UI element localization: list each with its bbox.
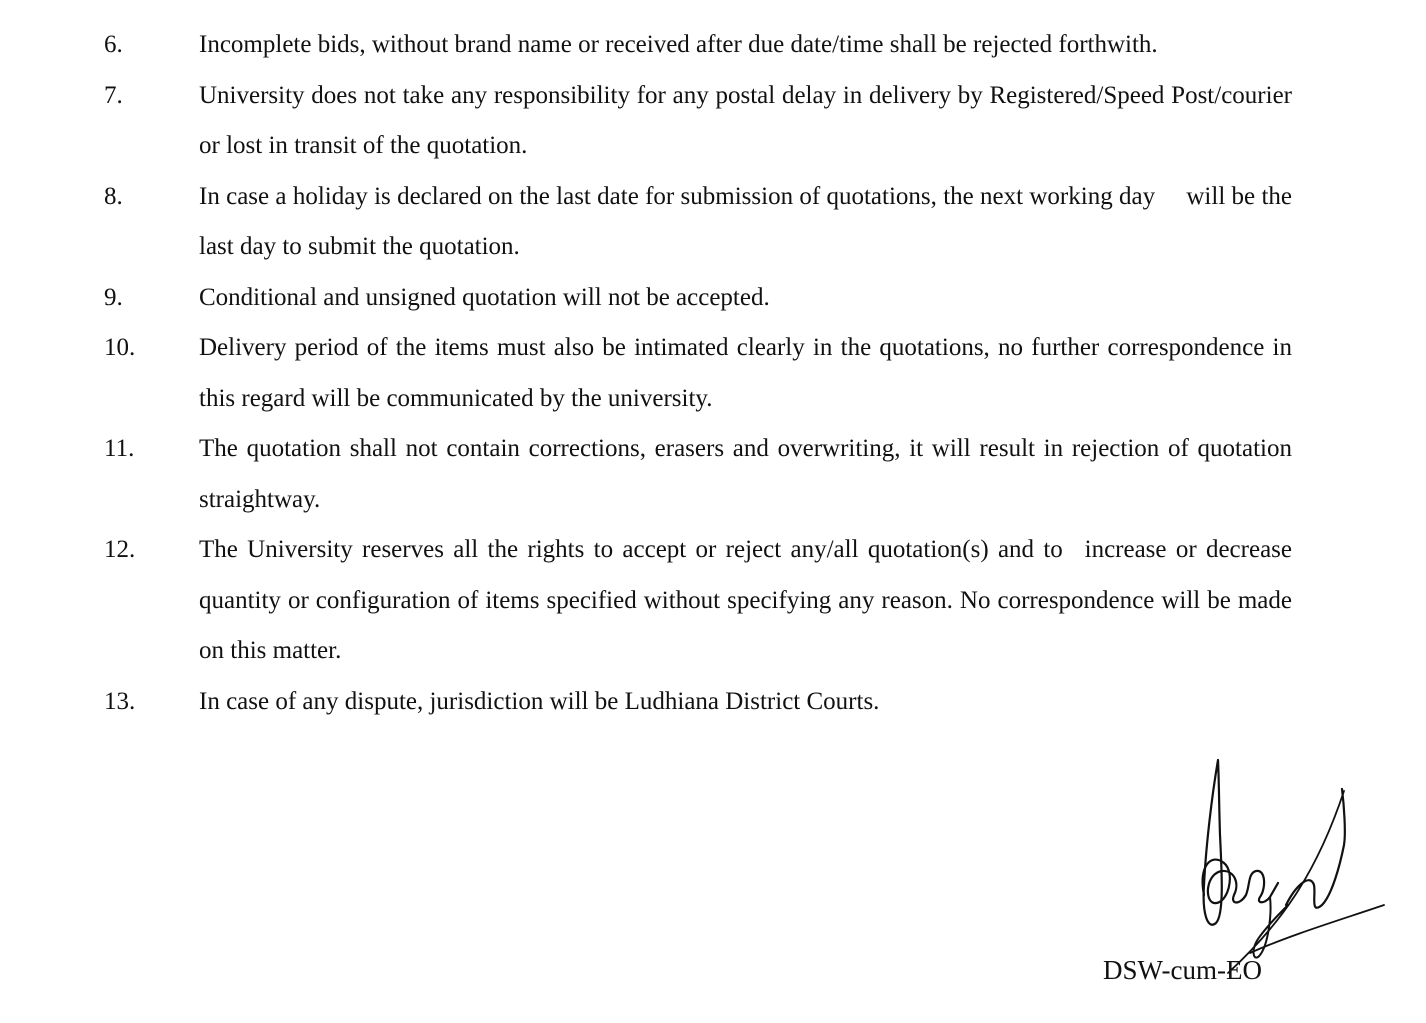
signature-block	[1100, 755, 1400, 995]
term-text: The quotation shall not contain corrections, erasers and overwriting, it will result in rejection of quotation straightway.	[199, 435, 1292, 513]
term-text: Delivery period of the items must also be intimated clearly in the quotations, no further correspondence in this regard will be communicated by the university.	[199, 334, 1292, 412]
term-text: University does not take any responsibility for any postal delay in delivery by Registered/Speed Post/courier or lost in transit of the quotation.	[199, 81, 1292, 159]
term-item	[104, 525, 1292, 677]
term-text: Incomplete bids, without brand name or received after due date/time shall be rejected forthwith.	[199, 31, 1158, 58]
term-item	[104, 273, 1292, 324]
term-text: The University reserves all the rights to accept or reject any/all quotation(s) and to increase or decrease quantity or configuration of items specified without specifying any reason. No correspondence will be made on this matter.	[199, 536, 1292, 664]
term-item	[104, 677, 1292, 728]
signatory-designation: DSW-cum-EO	[1103, 955, 1262, 985]
term-text: In case of any dispute, jurisdiction will be Ludhiana District Courts.	[199, 687, 880, 715]
term-number: 8.	[104, 182, 123, 210]
term-number: 13.	[104, 687, 136, 715]
term-number: 11.	[104, 435, 135, 462]
term-text: Conditional and unsigned quotation will not be accepted.	[199, 283, 770, 311]
term-number: 7.	[104, 81, 123, 109]
term-item	[104, 323, 1292, 424]
term-number: 10.	[104, 334, 136, 361]
term-item	[104, 71, 1292, 172]
term-item	[104, 172, 1292, 273]
term-item	[104, 424, 1292, 525]
term-text: In case a holiday is declared on the last date for submission of quotations, the next working day will be the last day to submit the quotation.	[199, 182, 1292, 260]
terms-list	[104, 20, 1292, 727]
term-number: 12.	[104, 536, 136, 563]
term-number: 9.	[104, 283, 123, 311]
term-item	[104, 20, 1292, 71]
term-number: 6.	[104, 31, 123, 58]
